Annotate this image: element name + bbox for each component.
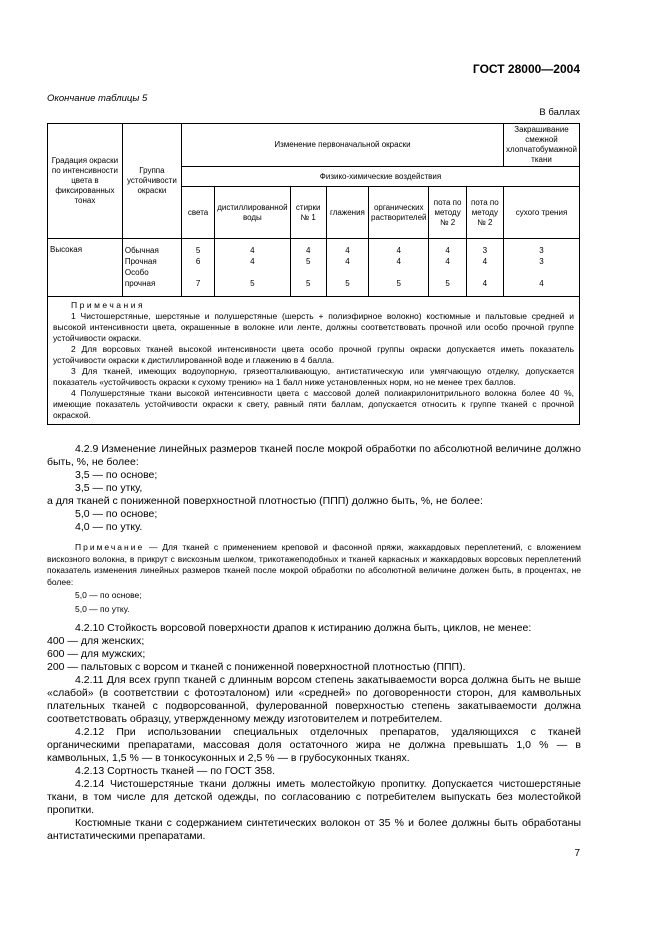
note-body: — Для тканей с применением креповой и фасонной пряжи, жаккардовых переплетений, с вложением вискозного волокна, в прикрут с вискозным шелком, трикотажеподобных и тканей каркасных и жаккардовых ворсовых переплетений показатель изменения линейных размеров тканей после мокрой обработки по абсолютной величине должен быть, в процентах, не более: [47,542,581,587]
header-stain: Закрашивание смежной хлопчатобумажной ткани [504,124,580,167]
section-4-2-10-onward [47,622,581,843]
values-wash: 4 5 5 [290,239,326,297]
values-rubbing: 3 3 4 [504,239,580,297]
clause-4-2-14: 4.2.14 Чистошерстяные ткани должны иметь молестойкую пропитку. Допускается чистошерстяные ткани, в том числе для детской одежды, по согласованию с потребителем выпускать без молестойкой пропитки. [47,778,581,816]
col-water: дистиллированной воды [215,187,290,239]
list-item: 3,5 — по основе; [75,469,158,481]
section-4-2-9 [47,443,581,534]
clause-4-2-12: 4.2.12 При использовании специальных отделочных препаратов, удаляющихся с тканей органическими препаратами, массовая доля остаточного жира не должна превышать 1,0 % — в камвольных, 1,5 % — в тонкосуконных и 2,5 % — в грубосуконных тканях. [47,726,581,764]
col-solvents: органических растворителей [369,187,429,239]
group-strong: Прочная [124,257,157,266]
col-sweat: пота по методу № 2 [429,187,466,239]
col-light: света [181,187,214,239]
notes-row [48,297,580,425]
values-water: 4 4 5 [215,239,290,297]
col-ironing: глажения [326,187,368,239]
list-item: 5,0 — по основе; [75,508,158,520]
table-units: В баллах [539,107,580,118]
values-light: 5 6 7 [181,239,214,297]
table-5 [47,123,580,425]
col-rubbing: сухого трения [504,187,580,239]
page-number: 7 [574,848,580,859]
table-notes [48,297,580,425]
row-groups [122,239,181,297]
list-item: 3,5 — по утку, [75,482,143,494]
note-4: 4 Полушерстяные ткани высокой интенсивности цвета с массовой долей полиакрилонитрильного волокна более 40 %, имеющие показатель устойчивости окраски к свету, равный пяти баллам, допускается относить к группе тканей с прочной окраской. [53,388,574,421]
list-item: 400 — для женских; [47,635,145,647]
header-grade: Градация окраски по интенсивности цвета в фиксированных тонах [48,124,123,239]
header-group: Группа устойчивости окраски [122,124,181,239]
clause-4-2-9: 4.2.9 Изменение линейных размеров тканей после мокрой обработки по абсолютной величине должно быть, %, не более: [47,443,581,468]
list-item: 5,0 — по основе; [75,590,142,600]
clause-4-2-11: 4.2.11 Для всех групп тканей с длинным ворсом степень закатываемости ворса должна быть не выше «слабой» (в соответствии с фотоэталоном) или «средней» по договоренности сторон, для камвольных плательных тканей с подворсованной, фулерованной поверхностью степень закатываемости должна соответствовать образцу, утвержденному между изготовителем и потребителем. [47,674,581,725]
clause-4-2-10: 4.2.10 Стойкость ворсовой поверхности драпов к истиранию должна быть, циклов, не менее: [75,622,532,634]
clause-4-2-14-b: Костюмные ткани с содержанием синтетических волокон от 35 % и более должны быть обработаны антистатическими препаратами. [47,817,581,842]
note-2: 2 Для ворсовых тканей высокой интенсивности цвета особо прочной группы окраски допускается иметь показатель устойчивости окраски к дистиллированной воде и глажению в 4 балла. [53,344,574,366]
col-sweat-stain: пота по методу № 2 [466,187,503,239]
table-row [48,239,580,297]
group-extra-strong: Особо прочная [124,268,156,288]
list-item: 600 — для мужских; [47,648,146,660]
header-physchem: Физико-химические воздействия [181,167,579,187]
header-change: Изменение первоначальной окраски [181,124,503,167]
note-3: 3 Для тканей, имеющих водоупорную, грязеотталкивающую, антистатическую или умягчающую отделку, допускается показатель «устойчивость окраски к сухому трению» на 1 балл ниже установленных норм, но не менее трех баллов. [53,366,574,388]
list-item: 200 — пальтовых с ворсом и тканей с пониженной поверхностной плотностью (ППП). [47,661,466,673]
note-1: 1 Чистошерстяные, шерстяные и полушерстяные (шерсть + полиэфирное волокно) костюмные и пальтовые средней и высокой интенсивности цвета, окрашенные в волокне или ленте, должны соответствовать прочной или особо прочной группе устойчивости окраски. [53,311,574,344]
standard-number: ГОСТ 28000—2004 [472,62,580,76]
values-solvents: 4 4 5 [369,239,429,297]
col-wash: стирки № 1 [290,187,326,239]
list-item: 4,0 — по утку. [75,521,143,533]
values-sweat: 4 4 5 [429,239,466,297]
table-caption: Окончание таблицы 5 [47,93,148,104]
row-grade: Высокая [48,239,123,297]
notes-title: Примечания [71,300,146,310]
group-ordinary: Обычная [124,246,159,255]
note-paragraph [47,542,581,588]
list-item: 5,0 — по утку. [75,603,130,614]
clause-4-2-13: 4.2.13 Сортность тканей — по ГОСТ 358. [75,765,276,777]
values-sweat-stain: 3 4 4 [466,239,503,297]
note-label: Примечание [75,542,145,552]
note-4-2-9 [47,542,581,615]
clause-text: а для тканей с пониженной поверхностной плотностью (ППП) должно быть, %, не более: [47,495,483,507]
values-ironing: 4 4 5 [326,239,368,297]
